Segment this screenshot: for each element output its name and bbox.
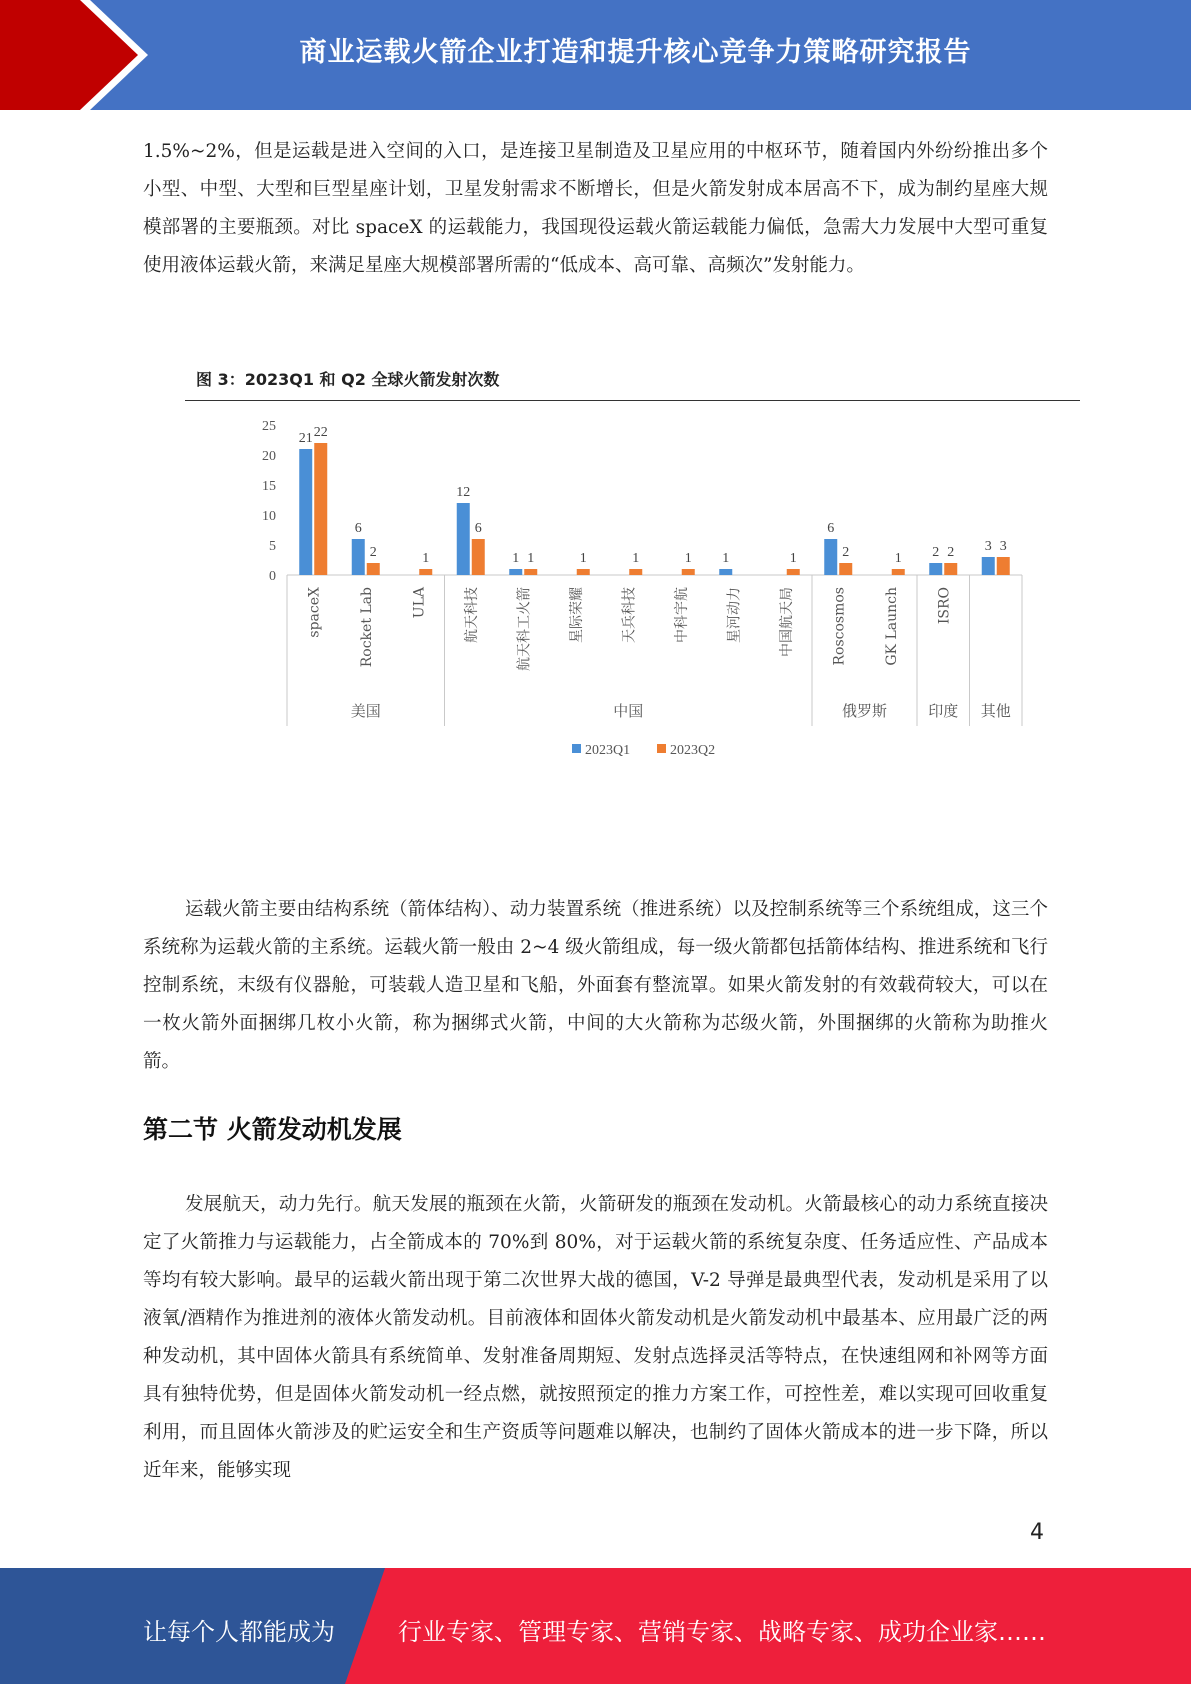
bar-2023Q2	[524, 569, 537, 575]
category-label: 航天科技	[463, 587, 480, 643]
legend-swatch-2023Q2	[657, 744, 666, 753]
data-label: 2	[369, 545, 377, 560]
bar-2023Q2	[997, 557, 1010, 575]
group-label: 俄罗斯	[841, 702, 888, 720]
body-paragraph-3: 发展航天，动力先行。航天发展的瓶颈在火箭，火箭研发的瓶颈在发动机。火箭最核心的动力系统直接决定了火箭推力与运载能力，占全箭成本的 70%到 80%，对于运载火箭的系统复杂度、任务适应性、产品成本等均有较大影响。最早的运载火箭出现于第二次世界大战的德国，V-2 导弹是最典型代表，发动机是采用了以液氧/酒精作为推进剂的液体火箭发动机。目前液体和固体火箭发动机是火箭发动机中最基本、应用最广泛的两种发动机，其中固体火箭具有系统简单、发射准备周期短、发射点选择灵活等特点，在快速组网和补网等方面具有独特优势，但是固体火箭发动机一经点燃，就按照预定的推力方案工作，可控性差，难以实现可回收重复利用，而且固体火箭涉及的贮运安全和生产资质等问题难以解决，也制约了固体火箭成本的进一步下降，所以近年来，能够实现	[143, 1194, 1048, 1481]
y-tick-label: 10	[262, 509, 276, 524]
category-label: ULA	[411, 587, 428, 619]
bar-2023Q1	[719, 569, 732, 575]
data-label: 1	[684, 551, 692, 566]
data-label: 6	[827, 521, 835, 536]
data-label: 21	[298, 431, 313, 446]
footer-slogan-left: 让每个人都能成为	[143, 1618, 335, 1646]
data-label: 1	[422, 551, 430, 566]
data-label: 1	[527, 551, 535, 566]
bar-2023Q2	[472, 539, 485, 575]
report-title: 商业运载火箭企业打造和提升核心竞争力策略研究报告	[299, 37, 972, 68]
data-label: 6	[354, 521, 362, 536]
data-label: 12	[456, 485, 471, 500]
data-label: 1	[894, 551, 902, 566]
y-tick-label: 5	[269, 539, 276, 554]
y-tick-label: 20	[262, 449, 276, 464]
bar-2023Q2	[419, 569, 432, 575]
group-label: 其他	[980, 702, 1011, 720]
y-tick-label: 15	[262, 479, 276, 494]
body-paragraph-2: 运载火箭主要由结构系统（箭体结构）、动力装置系统（推进系统）以及控制系统等三个系统组成，这三个系统称为运载火箭的主系统。运载火箭一般由 2~4 级火箭组成，每一级火箭都包括箭体结构、推进系统和飞行控制系统，末级有仪器舱，可装载人造卫星和飞船，外面套有整流罩。如果火箭发射的有效载荷较大，可以在一枚火箭外面捆绑几枚小火箭，称为捆绑式火箭，中间的大火箭称为芯级火箭，外围捆绑的火箭称为助推火箭。	[143, 899, 1048, 1072]
bar-2023Q2	[577, 569, 590, 575]
body-paragraph-1: 1.5%~2%，但是运载是进入空间的入口，是连接卫星制造及卫星应用的中枢环节，随着国内外纷纷推出多个小型、中型、大型和巨型星座计划，卫星发射需求不断增长，但是火箭发射成本居高不下，成为制约星座大规模部署的主要瓶颈。对比 spaceX 的运载能力，我国现役运载火箭运载能力偏低，急需大力发展中大型可重复使用液体运载火箭，来满足星座大规模部署所需的“低成本、高可靠、高频次”发射能力。	[143, 141, 1048, 276]
bar-2023Q2	[892, 569, 905, 575]
category-label: 星河动力	[726, 587, 743, 643]
bar-2023Q2	[367, 563, 380, 575]
data-label: 1	[512, 551, 520, 566]
data-label: 1	[632, 551, 640, 566]
bar-2023Q2	[787, 569, 800, 575]
bar-2023Q2	[944, 563, 957, 575]
data-label: 1	[789, 551, 797, 566]
group-label: 印度	[928, 702, 959, 720]
data-label: 1	[579, 551, 587, 566]
category-label: 星际荣耀	[568, 587, 585, 643]
data-label: 2	[842, 545, 850, 560]
bar-2023Q1	[352, 539, 365, 575]
bar-2023Q2	[314, 443, 327, 575]
category-label: 天兵科技	[621, 587, 638, 643]
data-label: 3	[984, 539, 992, 554]
legend-swatch-2023Q1	[572, 744, 581, 753]
category-label: 中科宇航	[673, 587, 690, 643]
category-label: GK Launch	[883, 587, 900, 666]
chart-title: 图 3：2023Q1 和 Q2 全球火箭发射次数	[196, 370, 500, 389]
data-label: 6	[474, 521, 482, 536]
y-tick-label: 0	[269, 569, 276, 584]
bar-2023Q1	[982, 557, 995, 575]
page-footer	[0, 1568, 1191, 1684]
section-title: 第二节 火箭发动机发展	[143, 1115, 402, 1144]
category-label: Roscosmos	[831, 587, 848, 666]
category-label: Rocket Lab	[358, 587, 375, 668]
bar-2023Q1	[509, 569, 522, 575]
data-label: 1	[722, 551, 730, 566]
bar-2023Q1	[457, 503, 470, 575]
group-label: 美国	[350, 702, 381, 720]
bar-2023Q1	[929, 563, 942, 575]
category-label: spaceX	[306, 587, 323, 638]
bar-2023Q1	[299, 449, 312, 575]
bar-chart	[0, 0, 1191, 800]
data-label: 2	[932, 545, 940, 560]
bar-2023Q2	[629, 569, 642, 575]
category-label: 航天科工火箭	[516, 587, 533, 671]
data-label: 22	[313, 425, 328, 440]
y-tick-label: 25	[262, 419, 276, 434]
data-label: 3	[999, 539, 1007, 554]
bar-2023Q2	[839, 563, 852, 575]
data-label: 2	[947, 545, 955, 560]
page-number: 4	[1030, 1520, 1044, 1545]
bar-2023Q2	[682, 569, 695, 575]
footer-slogan-right: 行业专家、管理专家、营销专家、战略专家、成功企业家……	[398, 1618, 1046, 1646]
bar-2023Q1	[824, 539, 837, 575]
legend-label: 2023Q2	[670, 743, 716, 758]
category-label: 中国航天局	[778, 587, 795, 657]
group-label: 中国	[613, 702, 644, 720]
legend-label: 2023Q1	[585, 743, 631, 758]
category-label: ISRO	[936, 587, 953, 625]
